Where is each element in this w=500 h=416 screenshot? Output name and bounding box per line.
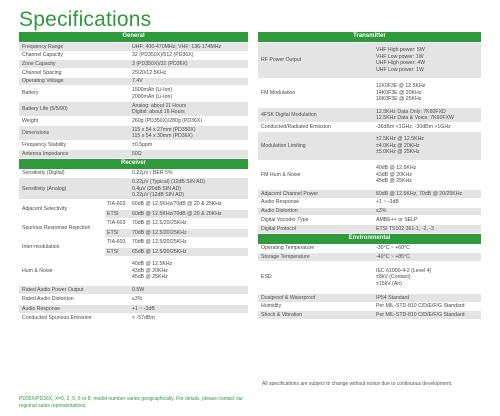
spec-label: Frequency Range bbox=[19, 43, 129, 52]
spec-value: 65dB @ 12.5/20/25KHz bbox=[129, 247, 248, 257]
model-note-line: PD35X/PD36X, X=0, 2, 5, 6 or 8, model number varies geographically. For details, please contact our bbox=[19, 396, 244, 402]
spec-label: Spurious Response Rejection bbox=[19, 219, 105, 238]
spec-value: UHF: 400-470MHz; VHF: 136-174MHz bbox=[129, 43, 248, 52]
spec-label: Zone Capacity bbox=[19, 60, 129, 69]
spec-row bbox=[258, 207, 481, 216]
spec-row bbox=[258, 190, 481, 199]
spec-value: 70dB @ 12.5/20/25KHz bbox=[129, 238, 248, 248]
spec-row bbox=[258, 161, 481, 190]
spec-row bbox=[19, 304, 248, 314]
spec-row bbox=[258, 261, 481, 293]
spec-label: Sensitivity (Digital) bbox=[19, 169, 129, 178]
spec-value: 1500mAh (Li-Ion) 2000mAh (Li-Ion) bbox=[129, 86, 248, 101]
spec-row bbox=[19, 295, 248, 305]
spec-row bbox=[19, 77, 248, 86]
spec-row bbox=[19, 101, 248, 116]
spec-value: -30°C ~ +60°C bbox=[373, 244, 481, 253]
spec-row bbox=[258, 216, 481, 225]
spec-label: Battery Life (5/5/90) bbox=[19, 101, 129, 116]
spec-value: IP54 Standard bbox=[373, 294, 481, 303]
spec-value: 40dB @ 12.5KHz 43dB @ 20KHz 45dB @ 25KHz bbox=[373, 161, 481, 190]
spec-label: Frequency Stability bbox=[19, 141, 129, 150]
spec-row bbox=[258, 294, 481, 303]
spec-label: Digital Protocol bbox=[258, 224, 373, 233]
spec-value: AMBE++ or SELP bbox=[373, 216, 481, 225]
left-spec-table bbox=[19, 32, 248, 324]
standard-label: TIA-603 bbox=[105, 238, 129, 248]
spec-value: ETSI TS102 361-1, -2, -3 bbox=[373, 224, 481, 233]
spec-label: FM Modulation bbox=[258, 78, 373, 107]
spec-label: Sensitivity (Analog) bbox=[19, 178, 129, 200]
spec-label: Dimensions bbox=[19, 125, 129, 140]
spec-row bbox=[258, 311, 481, 320]
spec-value: 60dB @ 12.5KHz/70dB @ 20 & 25KHz bbox=[129, 209, 248, 219]
spec-label: Digital Vocoder Type bbox=[258, 216, 373, 225]
spec-value: 60dB @ 12.5KHz/70dB @ 20 & 25KHz bbox=[129, 200, 248, 210]
spec-value: 40dB @ 12.5KHz 43dB @ 20KHz 45dB @ 25KHz bbox=[129, 257, 248, 285]
spec-value: VHF High power: 5W VHF Low power: 1W UHF High power: 4W UHF Low power: 1W bbox=[373, 43, 481, 79]
spec-label: ESD bbox=[258, 261, 373, 293]
spec-label: Antenna Impedance bbox=[19, 149, 129, 158]
spec-row bbox=[258, 302, 481, 311]
section-header: General bbox=[19, 32, 248, 43]
spec-value: 70dB @ 12.5/20/25KHz bbox=[129, 228, 248, 238]
spec-row bbox=[19, 257, 248, 285]
spec-value: +1 ~ -3dB bbox=[129, 304, 248, 314]
spec-label: Hum & Noise bbox=[19, 257, 129, 285]
right-spec-table bbox=[258, 32, 481, 320]
standard-label: TIA-603 bbox=[105, 219, 129, 229]
spec-label: Channel Capacity bbox=[19, 51, 129, 60]
section-header-row bbox=[19, 158, 248, 169]
spec-label: Storage Temperature bbox=[258, 253, 373, 262]
spec-label: Inter-modulation bbox=[19, 238, 105, 257]
spec-row bbox=[19, 314, 248, 324]
spec-value: ≤3% bbox=[373, 207, 481, 216]
spec-label: Humidity bbox=[258, 302, 373, 311]
spec-value: 11K0F3E @ 12.5KHz 14K0F3E @ 20KHz 16K0F3E @ 25KHz bbox=[373, 78, 481, 107]
spec-label: Adjacent Selectivity bbox=[19, 200, 105, 219]
spec-row bbox=[19, 141, 248, 150]
spec-row bbox=[19, 219, 248, 229]
spec-row bbox=[19, 178, 248, 200]
spec-label: Audio Distortion bbox=[258, 207, 373, 216]
spec-row bbox=[19, 69, 248, 78]
spec-value: < -57dBm bbox=[129, 314, 248, 324]
page-title: Specifications bbox=[19, 8, 152, 31]
spec-row bbox=[258, 224, 481, 233]
spec-value: 50Ω bbox=[129, 149, 248, 158]
spec-row bbox=[19, 117, 248, 126]
spec-label: RF Power Output bbox=[258, 43, 373, 79]
spec-value: -36dBm <1GHz, -30dBm >1GHz bbox=[373, 123, 481, 132]
spec-row bbox=[258, 43, 481, 79]
spec-label: Conducted/Radiated Emission bbox=[258, 123, 373, 132]
spec-row bbox=[258, 107, 481, 122]
spec-label: Adjacent Channel Power bbox=[258, 190, 373, 199]
spec-label: Audio Response bbox=[19, 304, 129, 314]
spec-value: IEC 61000-4-2 (Level 4) ±8kV (Contact) ±15kV (Air) bbox=[373, 261, 481, 293]
spec-row bbox=[19, 60, 248, 69]
model-note-line: regional sales representatives. bbox=[19, 403, 87, 410]
standard-label: ETSI bbox=[105, 228, 129, 238]
spec-row bbox=[19, 285, 248, 295]
spec-value: Per MIL-STD-810 C/D/E/F/G Standard bbox=[373, 311, 481, 320]
spec-value: ≤3% bbox=[129, 295, 248, 305]
spec-label: Operating Temperature bbox=[258, 244, 373, 253]
spec-label: 4FSK Digital Modulation bbox=[258, 107, 373, 122]
spec-value: 0.22μV / BER 5% bbox=[129, 169, 248, 178]
spec-change-footnote: All specifications are subject to change without notice due to continuous development. bbox=[262, 381, 453, 387]
spec-value: 3 (PD350X)/32 (PD36X) bbox=[129, 60, 248, 69]
spec-value: ±2.5KHz @ 12.5KHz ±4.0KHz @ 20KHz ±5.0KHz @ 25KHz bbox=[373, 131, 481, 160]
spec-row bbox=[19, 86, 248, 101]
section-header-row bbox=[258, 32, 481, 43]
spec-value: 25/20/12.5KHz bbox=[129, 69, 248, 78]
spec-label: Conducted Spurious Emission bbox=[19, 314, 129, 324]
spec-value: 12.5KHz Data Only: 7K60FXD 12.5KHz Data & Voice: 7K60FXW bbox=[373, 107, 481, 122]
spec-value: 70dB @ 12.5/20/25KHz bbox=[129, 219, 248, 229]
spec-label: Channel Spacing bbox=[19, 69, 129, 78]
spec-label: FM Hum & Noise bbox=[258, 161, 373, 190]
section-header: Receiver bbox=[19, 158, 248, 169]
standard-label: ETSI bbox=[105, 247, 129, 257]
section-header-row bbox=[258, 233, 481, 244]
section-header-row bbox=[19, 32, 248, 43]
spec-value: Per MIL-STD-810 C/D/E/F/G Standard bbox=[373, 302, 481, 311]
spec-label: Shock & Vibration bbox=[258, 311, 373, 320]
spec-value: 32 (PD350X)/512 (PD36X) bbox=[129, 51, 248, 60]
standard-label: ETSI bbox=[105, 209, 129, 219]
spec-value: 260g (PD350X)/280g (PD36X) bbox=[129, 117, 248, 126]
spec-value: +1 ~ -3dB bbox=[373, 198, 481, 207]
spec-label: Battery bbox=[19, 86, 129, 101]
spec-row bbox=[19, 51, 248, 60]
section-header: Transmitter bbox=[258, 32, 481, 43]
spec-row bbox=[258, 244, 481, 253]
spec-label: Operating Voltage bbox=[19, 77, 129, 86]
spec-row bbox=[19, 200, 248, 210]
spec-label: Rated Audio Distortion bbox=[19, 295, 129, 305]
spec-row bbox=[19, 149, 248, 158]
spec-label: Modulation Limiting bbox=[258, 131, 373, 160]
spec-row bbox=[19, 125, 248, 140]
spec-row bbox=[258, 123, 481, 132]
spec-value: 115 x 54 x 27mm (PD350X) 115 x 54 x 30mm (PD36X) bbox=[129, 125, 248, 140]
spec-row bbox=[19, 238, 248, 248]
standard-label: TIA-603 bbox=[105, 200, 129, 210]
section-header: Environmental bbox=[258, 233, 481, 244]
spec-value: -40°C ~ +85°C bbox=[373, 253, 481, 262]
spec-label: Rated Audio Power Output bbox=[19, 285, 129, 295]
spec-row bbox=[19, 169, 248, 178]
spec-row bbox=[19, 43, 248, 52]
spec-label: Audio Response bbox=[258, 198, 373, 207]
spec-value: Analog: about 11 Hours Digital: about 16 Hours bbox=[129, 101, 248, 116]
spec-value: 0.5W bbox=[129, 285, 248, 295]
spec-row bbox=[258, 131, 481, 160]
spec-value: 60dB @ 12.5KHz, 70dB @ 20/25KHz bbox=[373, 190, 481, 199]
spec-value: 0.22μV (Typical) (12dB SIN AD) 0.4μV (20dB SIN AD) 0.22μV (12dB SIN AD) bbox=[129, 178, 248, 200]
spec-row bbox=[258, 253, 481, 262]
spec-label: Weight bbox=[19, 117, 129, 126]
model-notes bbox=[19, 396, 249, 411]
spec-label: Dustproof & Waterproof bbox=[258, 294, 373, 303]
spec-row bbox=[258, 78, 481, 107]
spec-value: 7.4V bbox=[129, 77, 248, 86]
spec-row bbox=[258, 198, 481, 207]
spec-value: ±0.5ppm bbox=[129, 141, 248, 150]
